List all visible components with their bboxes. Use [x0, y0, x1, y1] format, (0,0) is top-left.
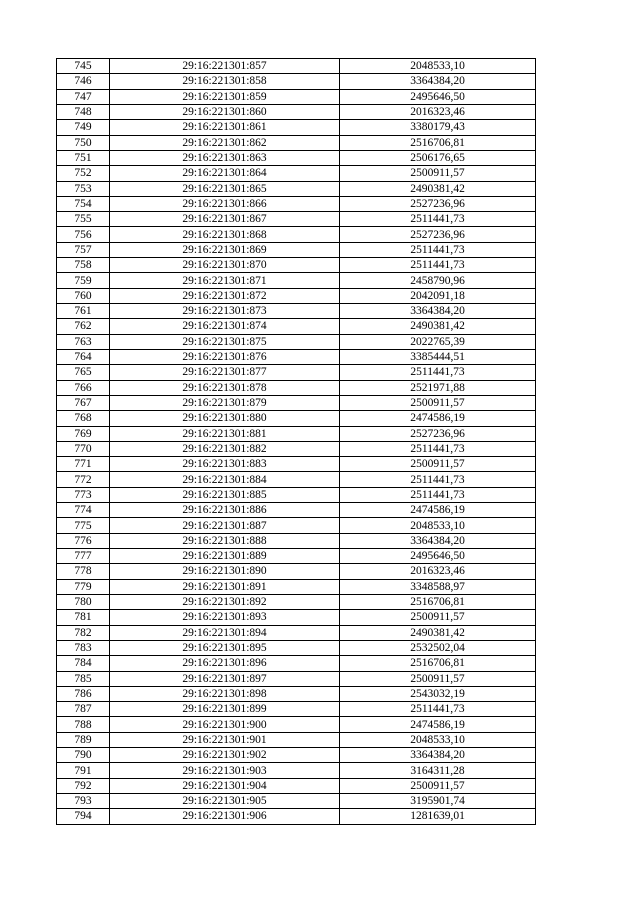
- cadastral-number-cell: 29:16:221301:876: [110, 349, 340, 364]
- cadastral-number-cell: 29:16:221301:897: [110, 671, 340, 686]
- table-row: [57, 104, 536, 119]
- cadastral-number-cell: 29:16:221301:858: [110, 74, 340, 89]
- row-number-cell: 770: [57, 441, 110, 456]
- cadastral-value-cell: 2500911,57: [340, 610, 536, 625]
- cadastral-value-cell: 2016323,46: [340, 564, 536, 579]
- table-row: [57, 610, 536, 625]
- cadastral-number-cell: 29:16:221301:891: [110, 579, 340, 594]
- table-row: [57, 564, 536, 579]
- cadastral-value-cell: 2495646,50: [340, 89, 536, 104]
- row-number-cell: 787: [57, 702, 110, 717]
- cadastral-number-cell: 29:16:221301:883: [110, 457, 340, 472]
- row-number-cell: 792: [57, 778, 110, 793]
- row-number-cell: 790: [57, 748, 110, 763]
- table-row: [57, 809, 536, 824]
- cadastral-value-cell: 2511441,73: [340, 441, 536, 456]
- row-number-cell: 761: [57, 304, 110, 319]
- row-number-cell: 750: [57, 135, 110, 150]
- row-number-cell: 785: [57, 671, 110, 686]
- cadastral-value-cell: 2490381,42: [340, 625, 536, 640]
- cadastral-number-cell: 29:16:221301:902: [110, 748, 340, 763]
- row-number-cell: 766: [57, 380, 110, 395]
- row-number-cell: 768: [57, 411, 110, 426]
- cadastral-value-cell: 2495646,50: [340, 549, 536, 564]
- table-row: [57, 89, 536, 104]
- cadastral-number-cell: 29:16:221301:879: [110, 395, 340, 410]
- table-row: [57, 242, 536, 257]
- cadastral-value-cell: 2532502,04: [340, 640, 536, 655]
- table-row: [57, 59, 536, 74]
- row-number-cell: 757: [57, 242, 110, 257]
- row-number-cell: 763: [57, 334, 110, 349]
- cadastral-number-cell: 29:16:221301:864: [110, 166, 340, 181]
- cadastral-value-cell: 2500911,57: [340, 395, 536, 410]
- table-row: [57, 181, 536, 196]
- cadastral-number-cell: 29:16:221301:873: [110, 304, 340, 319]
- cadastral-number-cell: 29:16:221301:903: [110, 763, 340, 778]
- cadastral-number-cell: 29:16:221301:870: [110, 258, 340, 273]
- cadastral-number-cell: 29:16:221301:899: [110, 702, 340, 717]
- cadastral-value-cell: 2506176,65: [340, 150, 536, 165]
- cadastral-value-cell: 1281639,01: [340, 809, 536, 824]
- cadastral-value-cell: 2511441,73: [340, 487, 536, 502]
- table-row: [57, 533, 536, 548]
- table-row: [57, 166, 536, 181]
- cadastral-number-cell: 29:16:221301:865: [110, 181, 340, 196]
- cadastral-number-cell: 29:16:221301:859: [110, 89, 340, 104]
- row-number-cell: 783: [57, 640, 110, 655]
- table-row: [57, 135, 536, 150]
- cadastral-value-cell: 2511441,73: [340, 212, 536, 227]
- table-row: [57, 365, 536, 380]
- cadastral-value-cell: 3364384,20: [340, 533, 536, 548]
- cadastral-number-cell: 29:16:221301:877: [110, 365, 340, 380]
- cadastral-number-cell: 29:16:221301:880: [110, 411, 340, 426]
- row-number-cell: 752: [57, 166, 110, 181]
- cadastral-value-cell: 3348588,97: [340, 579, 536, 594]
- cadastral-number-cell: 29:16:221301:904: [110, 778, 340, 793]
- table-row: [57, 748, 536, 763]
- table-row: [57, 640, 536, 655]
- table-row: [57, 487, 536, 502]
- table-row: [57, 319, 536, 334]
- table-row: [57, 74, 536, 89]
- table-row: [57, 594, 536, 609]
- cadastral-value-cell: 3364384,20: [340, 74, 536, 89]
- cadastral-number-cell: 29:16:221301:860: [110, 104, 340, 119]
- cadastral-number-cell: 29:16:221301:875: [110, 334, 340, 349]
- cadastral-number-cell: 29:16:221301:862: [110, 135, 340, 150]
- cadastral-value-cell: 3195901,74: [340, 794, 536, 809]
- table-row: [57, 258, 536, 273]
- row-number-cell: 789: [57, 732, 110, 747]
- cadastral-value-cell: 2016323,46: [340, 104, 536, 119]
- row-number-cell: 751: [57, 150, 110, 165]
- cadastral-value-cell: 2048533,10: [340, 59, 536, 74]
- table-row: [57, 212, 536, 227]
- cadastral-value-cell: 2511441,73: [340, 242, 536, 257]
- row-number-cell: 771: [57, 457, 110, 472]
- cadastral-value-cell: 2527236,96: [340, 426, 536, 441]
- table-row: [57, 196, 536, 211]
- table-row: [57, 472, 536, 487]
- row-number-cell: 759: [57, 273, 110, 288]
- cadastral-value-cell: 3385444,51: [340, 349, 536, 364]
- cadastral-value-cell: 2511441,73: [340, 702, 536, 717]
- cadastral-value-cell: 2490381,42: [340, 319, 536, 334]
- cadastral-value-cell: 2521971,88: [340, 380, 536, 395]
- cadastral-number-cell: 29:16:221301:884: [110, 472, 340, 487]
- cadastral-value-cell: 2500911,57: [340, 671, 536, 686]
- cadastral-number-cell: 29:16:221301:905: [110, 794, 340, 809]
- row-number-cell: 775: [57, 518, 110, 533]
- cadastral-value-cell: 2500911,57: [340, 166, 536, 181]
- cadastral-number-cell: 29:16:221301:874: [110, 319, 340, 334]
- cadastral-number-cell: 29:16:221301:868: [110, 227, 340, 242]
- cadastral-value-cell: 2527236,96: [340, 196, 536, 211]
- cadastral-value-cell: 2511441,73: [340, 472, 536, 487]
- cadastral-number-cell: 29:16:221301:881: [110, 426, 340, 441]
- table-row: [57, 671, 536, 686]
- row-number-cell: 753: [57, 181, 110, 196]
- cadastral-number-cell: 29:16:221301:895: [110, 640, 340, 655]
- table-row: [57, 656, 536, 671]
- table-body: [57, 59, 536, 825]
- cadastral-number-cell: 29:16:221301:894: [110, 625, 340, 640]
- row-number-cell: 748: [57, 104, 110, 119]
- cadastral-value-cell: 2042091,18: [340, 288, 536, 303]
- cadastral-number-cell: 29:16:221301:892: [110, 594, 340, 609]
- cadastral-value-cell: 2516706,81: [340, 656, 536, 671]
- table-row: [57, 349, 536, 364]
- row-number-cell: 756: [57, 227, 110, 242]
- row-number-cell: 760: [57, 288, 110, 303]
- cadastral-number-cell: 29:16:221301:898: [110, 686, 340, 701]
- cadastral-number-cell: 29:16:221301:863: [110, 150, 340, 165]
- row-number-cell: 781: [57, 610, 110, 625]
- row-number-cell: 745: [57, 59, 110, 74]
- cadastral-number-cell: 29:16:221301:906: [110, 809, 340, 824]
- cadastral-number-cell: 29:16:221301:866: [110, 196, 340, 211]
- row-number-cell: 764: [57, 349, 110, 364]
- row-number-cell: 746: [57, 74, 110, 89]
- table-row: [57, 794, 536, 809]
- table-row: [57, 549, 536, 564]
- cadastral-value-cell: 2500911,57: [340, 778, 536, 793]
- table-row: [57, 503, 536, 518]
- row-number-cell: 774: [57, 503, 110, 518]
- cadastral-number-cell: 29:16:221301:885: [110, 487, 340, 502]
- cadastral-value-cell: 2474586,19: [340, 717, 536, 732]
- table-row: [57, 288, 536, 303]
- row-number-cell: 758: [57, 258, 110, 273]
- cadastral-value-cell: 2490381,42: [340, 181, 536, 196]
- row-number-cell: 762: [57, 319, 110, 334]
- cadastral-number-cell: 29:16:221301:901: [110, 732, 340, 747]
- cadastral-value-cell: 3364384,20: [340, 304, 536, 319]
- table-row: [57, 304, 536, 319]
- row-number-cell: 765: [57, 365, 110, 380]
- cadastral-value-cell: 3364384,20: [340, 748, 536, 763]
- cadastral-number-cell: 29:16:221301:893: [110, 610, 340, 625]
- table-row: [57, 717, 536, 732]
- table-row: [57, 579, 536, 594]
- table-row: [57, 120, 536, 135]
- table-row: [57, 778, 536, 793]
- cadastral-value-cell: 2474586,19: [340, 503, 536, 518]
- cadastral-number-cell: 29:16:221301:887: [110, 518, 340, 533]
- row-number-cell: 749: [57, 120, 110, 135]
- cadastral-value-cell: 2516706,81: [340, 135, 536, 150]
- cadastral-number-cell: 29:16:221301:872: [110, 288, 340, 303]
- table-row: [57, 686, 536, 701]
- table-row: [57, 518, 536, 533]
- cadastral-value-cell: 2048533,10: [340, 732, 536, 747]
- cadastral-number-cell: 29:16:221301:857: [110, 59, 340, 74]
- row-number-cell: 788: [57, 717, 110, 732]
- table-row: [57, 273, 536, 288]
- table-row: [57, 227, 536, 242]
- cadastral-number-cell: 29:16:221301:896: [110, 656, 340, 671]
- cadastral-value-cell: 2516706,81: [340, 594, 536, 609]
- table-row: [57, 702, 536, 717]
- row-number-cell: 778: [57, 564, 110, 579]
- table-row: [57, 426, 536, 441]
- row-number-cell: 767: [57, 395, 110, 410]
- table-row: [57, 441, 536, 456]
- cadastral-value-cell: 2022765,39: [340, 334, 536, 349]
- cadastral-number-cell: 29:16:221301:867: [110, 212, 340, 227]
- row-number-cell: 780: [57, 594, 110, 609]
- row-number-cell: 755: [57, 212, 110, 227]
- table-row: [57, 457, 536, 472]
- cadastral-value-cell: 2511441,73: [340, 365, 536, 380]
- cadastral-number-cell: 29:16:221301:889: [110, 549, 340, 564]
- cadastral-value-cell: 2474586,19: [340, 411, 536, 426]
- cadastral-value-cell: 2511441,73: [340, 258, 536, 273]
- cadastral-number-cell: 29:16:221301:871: [110, 273, 340, 288]
- row-number-cell: 779: [57, 579, 110, 594]
- table-row: [57, 732, 536, 747]
- row-number-cell: 772: [57, 472, 110, 487]
- row-number-cell: 754: [57, 196, 110, 211]
- cadastral-number-cell: 29:16:221301:882: [110, 441, 340, 456]
- cadastral-number-cell: 29:16:221301:861: [110, 120, 340, 135]
- cadastral-value-cell: 3164311,28: [340, 763, 536, 778]
- row-number-cell: 747: [57, 89, 110, 104]
- table-row: [57, 150, 536, 165]
- table-row: [57, 395, 536, 410]
- row-number-cell: 793: [57, 794, 110, 809]
- cadastral-value-cell: 2048533,10: [340, 518, 536, 533]
- cadastral-value-table: [56, 58, 536, 825]
- cadastral-value-cell: 2500911,57: [340, 457, 536, 472]
- cadastral-number-cell: 29:16:221301:900: [110, 717, 340, 732]
- row-number-cell: 769: [57, 426, 110, 441]
- cadastral-value-cell: 2458790,96: [340, 273, 536, 288]
- table-row: [57, 625, 536, 640]
- cadastral-number-cell: 29:16:221301:888: [110, 533, 340, 548]
- row-number-cell: 776: [57, 533, 110, 548]
- table-row: [57, 763, 536, 778]
- cadastral-number-cell: 29:16:221301:869: [110, 242, 340, 257]
- row-number-cell: 773: [57, 487, 110, 502]
- cadastral-number-cell: 29:16:221301:890: [110, 564, 340, 579]
- row-number-cell: 782: [57, 625, 110, 640]
- row-number-cell: 784: [57, 656, 110, 671]
- cadastral-value-cell: 2527236,96: [340, 227, 536, 242]
- row-number-cell: 786: [57, 686, 110, 701]
- row-number-cell: 777: [57, 549, 110, 564]
- table-row: [57, 334, 536, 349]
- cadastral-number-cell: 29:16:221301:878: [110, 380, 340, 395]
- cadastral-value-cell: 2543032,19: [340, 686, 536, 701]
- table-row: [57, 380, 536, 395]
- table-row: [57, 411, 536, 426]
- row-number-cell: 794: [57, 809, 110, 824]
- cadastral-value-cell: 3380179,43: [340, 120, 536, 135]
- cadastral-number-cell: 29:16:221301:886: [110, 503, 340, 518]
- row-number-cell: 791: [57, 763, 110, 778]
